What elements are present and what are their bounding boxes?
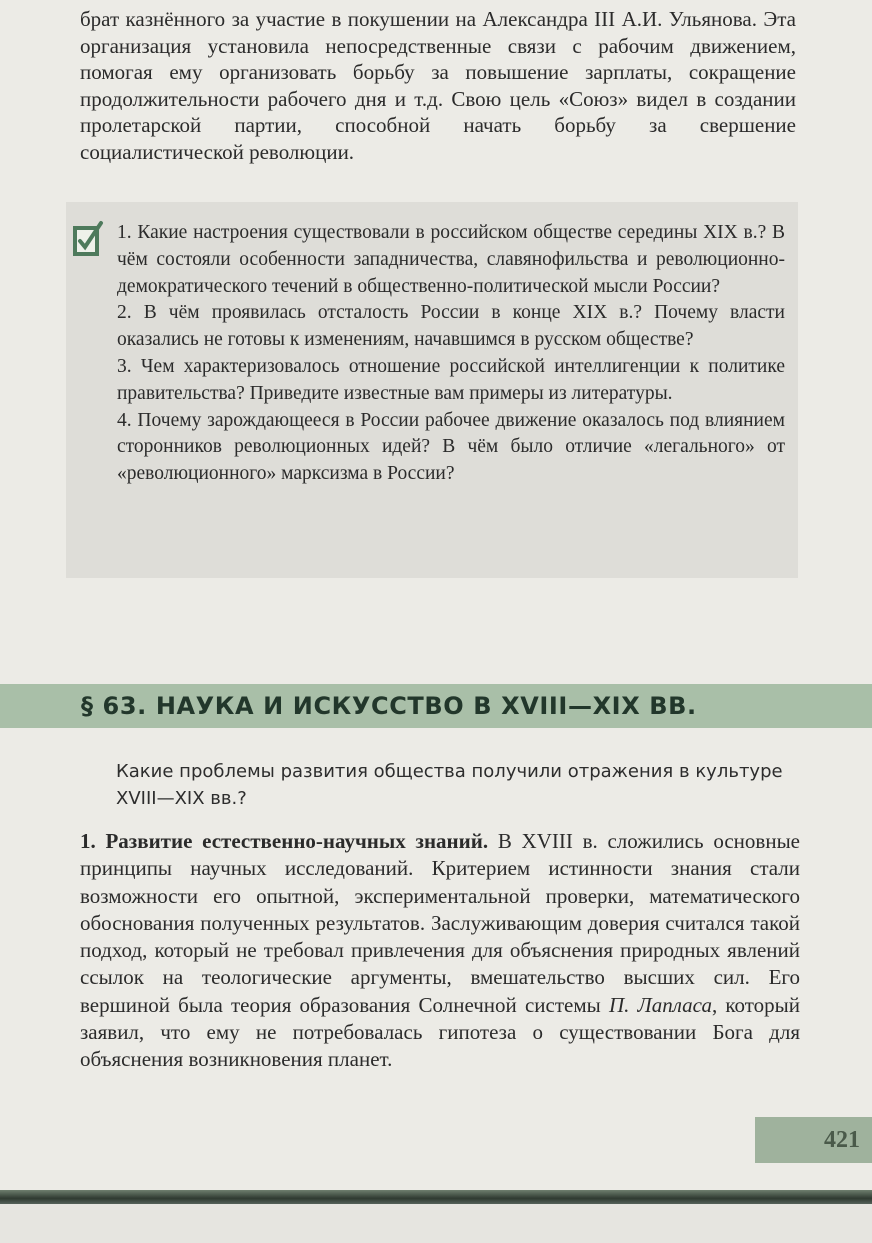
page-bottom-edge [0,1190,872,1204]
question-item: 4. Почему зарождающееся в России рабочее движение оказалось под влиянием сторонников революционных идей? В чём было отличие «легального» от «революционного» марксизма в России? [117,409,785,485]
lead-question: Какие проблемы развития общества получили отражения в культуре XVIII—XIX вв.? [116,761,783,809]
page-number: 421 [824,1127,860,1153]
paragraph-title: 1. Развитие естественно-научных знаний. [80,829,489,853]
question-item: 1. Какие настроения существовали в российском обществе середины XIX в.? В чём состояли особенности западничества, славянофильства и революционно-демократического течений в общественно-политической мысли России? [117,222,785,297]
review-questions [117,220,785,488]
paragraph-text-end: , который заявил, что ему не потребовалась гипотеза о существовании Бога для объяснения возникновения планет. [80,992,800,1072]
question-item: 2. В чём проявилась отсталость России в конце XIX в.? Почему власти оказались не готовы к изменениям, начавшимся в русском обществе? [117,302,785,351]
top-paragraph: брат казнённого за участие в покушении на Александра III А.И. Ульянова. Эта организация установила непосредственные связи с рабочим движением, помогая ему организовать борьбу за повышение зарплаты, сокращение продолжительности рабочего дня и т.д. Свою цель «Союз» видел в создании пролетарской партии, способной начать борьбу за свершение социалистической революции. [80,7,796,164]
paragraph-text: В XVIII в. сложились основные принципы научных исследований. Критерием истинности знания стали возможности его опытной, экспериментальной проверки, математического обоснования полученных результатов. Заслуживающим доверия считался такой подход, который не требовал привлечения для объяснения природных явлений ссылок на теологические аргументы, вмешательство высших сил. Его вершиной была теория образования Солнечной системы [80,829,801,1017]
question-item: 3. Чем характеризовалось отношение российской интеллигенции к политике правительства? Приведите известные вам примеры из литературы. [117,355,785,404]
question-checkbox-icon [72,220,104,258]
section-heading: § 63. НАУКА И ИСКУССТВО В XVIII—XIX ВВ. [81,692,697,720]
body-paragraph [80,828,800,1074]
page-margin [0,1204,872,1243]
scientist-name: П. Лапласа [608,992,712,1017]
